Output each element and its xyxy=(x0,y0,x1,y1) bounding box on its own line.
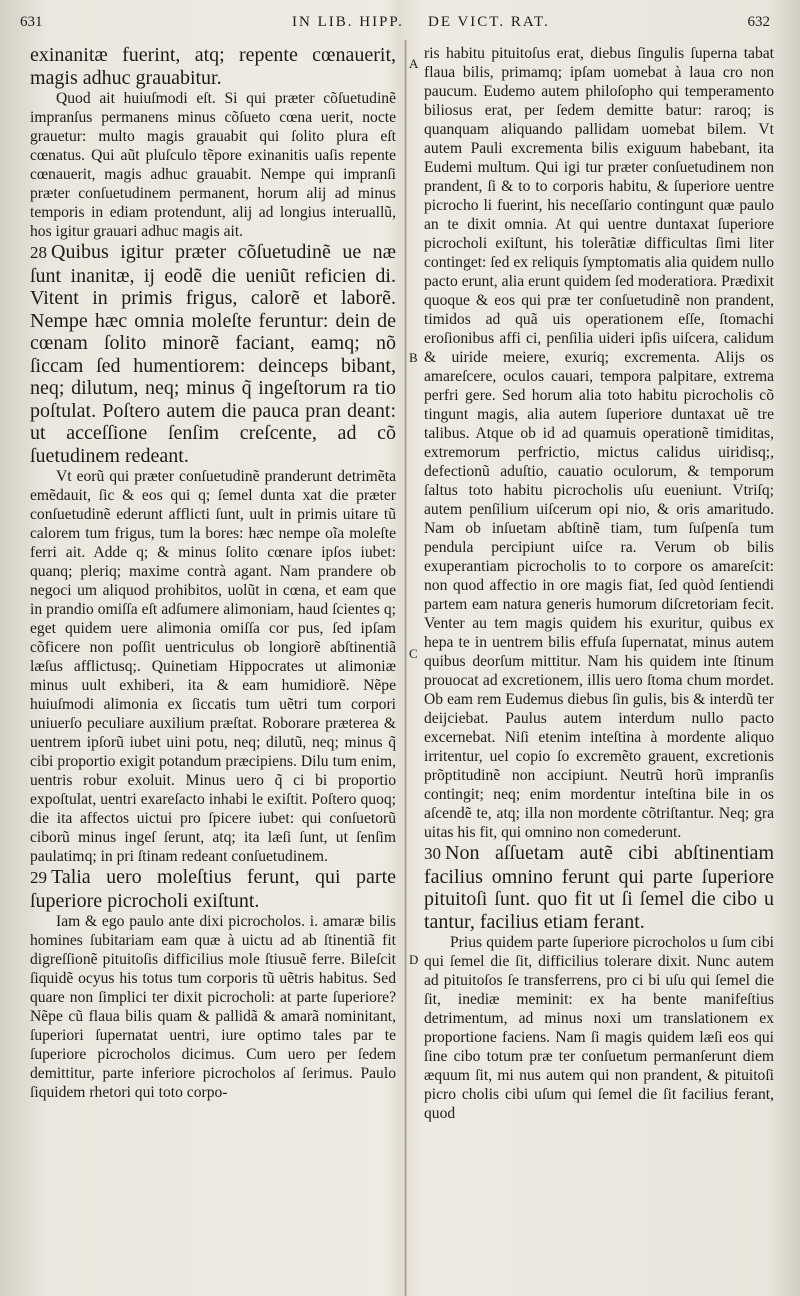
lemma-text: Quibus igitur præter cõſuetudinẽ ue næ ſunt inanitæ, ij eodẽ die ueniũt reficien di. Vitent in primis frigus, calorẽ et laborẽ. Nempe hæc omnia moleſte feruntur: dein de cœnam ſolito minorẽ faciant, eamq; nõ ſiccam ſed humentiorem: deinceps bibant, neq; dilutum, neq; minus q̃ ingeſtorum ra tio poſtulat. Poſtero autem die pauca pran deant: ut acceſſione ſenſim creſcente, ad cõ ſuetudinem redeant. xyxy=(30,241,396,467)
right-running-title: DE VICT. RAT. xyxy=(428,14,550,30)
commentary-paragraph: Quod ait huiuſmodi eſt. Si qui præter cõſuetudinẽ impranſus permanens minus cõſueto cœna uerit, nocte grauetur: multo magis grauabit qui ſolito plura eſt cœnatus. Qui aũt pluſculo tẽpore exinanitis uaſis repente cœnauerit, magis adhuc grauabit. Nempe qui impranſi præter conſuetudinem permanent, horum alij ad minus temporis in ediam protendunt, alij ad longius interuallũ, hos igitur grauari adhuc magis ait. xyxy=(30,90,396,240)
commentary-paragraph: Iam & ego paulo ante dixi picrocholos. i. amaræ bilis homines ſubitariam eam quæ à uictu ad ab ſtinentiã fit digreſſionẽ pituitoſis difficilius mole ſtiusuẽ ferre. Bileſcit ſiquidẽ ocyus his totus tum corporis tũ uẽtris habitus. Sed quare non ſimplici ter dixit picrocholi: at parte ſuperiore? Nẽpe cũ flaua bilis quam & pallidã & amarã nominitant, ſuperiori ſupernatat uentri, iure optimo tales par te ſuperiore picrocholos dicimus. Cum uero per ſedem demittitur, parte inferiore picrocholos aſ ſerimus. Paulo ſiquidem rhetori qui toto corpo- xyxy=(30,913,396,1101)
lemma-number: 29 xyxy=(30,868,47,887)
lemma-28 xyxy=(30,241,396,467)
margin-letter-a: A xyxy=(409,56,419,71)
margin-letter-d: D xyxy=(409,952,419,967)
lemma-number: 28 xyxy=(30,243,47,262)
margin-letter-c: C xyxy=(409,646,418,661)
lemma-text: Talia uero moleſtius ferunt, qui parte ſuperiore picrocholi exiſtunt. xyxy=(30,866,396,912)
book-gutter xyxy=(404,40,407,1296)
page-header xyxy=(0,6,800,38)
commentary-continuation: ris habitu pituitoſus erat, diebus ſingulis ſuperna tabat flaua bilis, primamq; ipſam uomebat à laua cro non paucum. Eudemo autem philoſopho qui temperamento biliosus erat, per ſedem demitte batur: raroq; is quanquam aliquando pallidam uomebat bilem. Vt autem Pauli excrementa bilis exiguum habebant, ita Eudemi multum. Qui igi tur præter conſuetudinem non prandent, ſi & to to corporis habitu, & ſuperiore uentre picrocho li fuerint, his neceſſario contingunt quæ paulo an te dixit omnia. At qui uentre duntaxat ſuperiore picrocholi exiſtunt, his tolerãtiæ difficultas ſimi liter continget: ſed ex reliquis ſymptomatis alia quidem nullo pacto erunt, alia erunt quidem ſed moderatiora. Prædixit quoque & eos qui præ ter conſuetudinẽ non prandent, timidos ad quã uis operationem eſſe, ſtomachi eroſionibus affi ci, penſilia uideri ipſis uiſcera, calidum & uiride meiere, exuriq; excrementa. Alijs os amareſcere, oculos cauari, tempora palpitare, extrema perfri gere. Sed horum alia toto habitu picrocholis cõ tingunt magis, alia autem ſuperiore duntaxat uẽ tre talibus. Atque ob id ad quamuis operationẽ timiditas, extremorum perfrictio, mictus calidus uiridisq;, defectionũ aduſtio, cauatio oculorum, & temporum ſaltus toto habitu picrocholis uſu eueniunt. Vtriſq; autem penſilium uiſcerum opi nio, & oris amaritudo. Nam ob inſuetam abſtinẽ tiam, tum ſuſpenſa tum pendula percipiunt uiſce ra. Verum ob bilis exuperantiam picrocholis to to corpore os amareſcit: non quod affectio in ore magis fiat, ſed quòd ſentiendi partem eam natura generis humorum diſcretoriam fecit. Venter au tem magis quidem his exuritur, quibus ex hepa te in uentrem bilis effuſa ſupernatat, minus autem quibus deorſum mittitur. Nam his quidem inte ſtinum prouocat ad excretionem, illis uero ſtoma chum mordet. Ob eam rem Eudemus diebus ſin gulis, bis & interdũ ter deijciebat. Paulus autem interdum nullo pacto excernebat. Niſi etenim inteſtina à mordente aliquo irritentur, uel copio ſo excremẽto grauent, excretionis prõptitudinẽ non accipiunt. Neutrũ horũ impranſis contingit; neq; enim mordentur inteſtina bile in os aſcendẽ te, atq; illa non mordente cõtriſtantur. Neq; gra uitas his fit, qui omnino non comederunt. xyxy=(424,45,774,841)
lemma-30 xyxy=(424,842,774,933)
margin-letter-b: B xyxy=(409,350,418,365)
left-page-number: 631 xyxy=(20,14,43,30)
commentary-paragraph: Prius quidem parte ſuperiore picrocholos u ſum cibi qui ſemel die ſit, difficilius tolerare dixit. Nunc autem ad pituitoſos ſe transferrens, pro ci bi uſu qui ſemel die ſit, inediæ meminit: ex ha bente manifeſtius detrimentum, ad minus noxi um translationem ex proportione faciens. Nam ſi magis quidem læſi eos qui ſine cibo totum præ ter conſuetum permanſerunt diem æquum ſit, mi nus autem qui non prandent, & pituitoſi picro cholis cibi uſum qui ſemel die ſit facilius ferant, quod xyxy=(424,934,774,1122)
commentary-paragraph: Vt eorũ qui præter conſuetudinẽ pranderunt detrimẽta emẽdauit, ſic & eos qui q; ſemel dunta xat die præter conſuetudinẽ ederunt afflicti ſunt, uult in primis uitare tũ calorem tum frigus, tum la bores: hæc nempe oĩa moleſte ferri ait. Adde q; & minus ſolito cœnare ipſos iubet: quanq; pleriq; maxime contrà agant. Nam prandere ob negoci um aliquod prohibitos, uolũt in cœna, et eam que in prandio omiſſa eſt adſumere alimoniam, haud ſcientes q; eget quidem uere alimonia omiſſa cor pus, ſed ipſam cõficere non poſſit uentriculus ob longiorẽ abſtinentiã læſus afflictusq;. Quinetiam Hippocrates ut alimoniæ minus uult exhiberi, ita & eam humidiorẽ. Nẽpe huiuſmodi alimonia ex ſiccatis tum uẽtri tum corpori uniuerſo peculiare auxilium præſtat. Roborare præterea & uentrem ipſorũ iubet uini potu, neq; dilutũ, neq; minus q̃ cibi proportio exigit potandum præcipiens. Dilu tum enim, uentris robur exoluit. Minus uero q̃ ci bi proportio expoſtulat, uentri exareſacto inhabi le exiſtit. Poſtero quoq; die ita affectos uictui pro ſpicere iubet: qui conſuetorũ ciborũ minus ingeſ ſerunt, atq; ita læſi ſunt, ut ſenſim paulatimq; in pri ſtinam redeant conſuetudinem. xyxy=(30,468,396,865)
lemma-text: Non aſſuetam autẽ cibi abſtinentiam facilius omnino ferunt qui parte ſuperiore pituitoſi ſunt. quo fit ut ſi ſemel die cibo u tantur, facilius etiam ferant. xyxy=(424,842,774,933)
right-text-column xyxy=(424,44,774,1294)
lemma-29 xyxy=(30,866,396,912)
left-text-column xyxy=(30,44,396,1294)
lemma-number: 30 xyxy=(424,844,441,863)
right-page-number: 632 xyxy=(747,14,770,30)
left-running-title: IN LIB. HIPP. xyxy=(292,14,404,30)
lemma-continuation: exinanitæ fuerint, atq; repente cœnauerit, magis adhuc grauabitur. xyxy=(30,44,396,89)
